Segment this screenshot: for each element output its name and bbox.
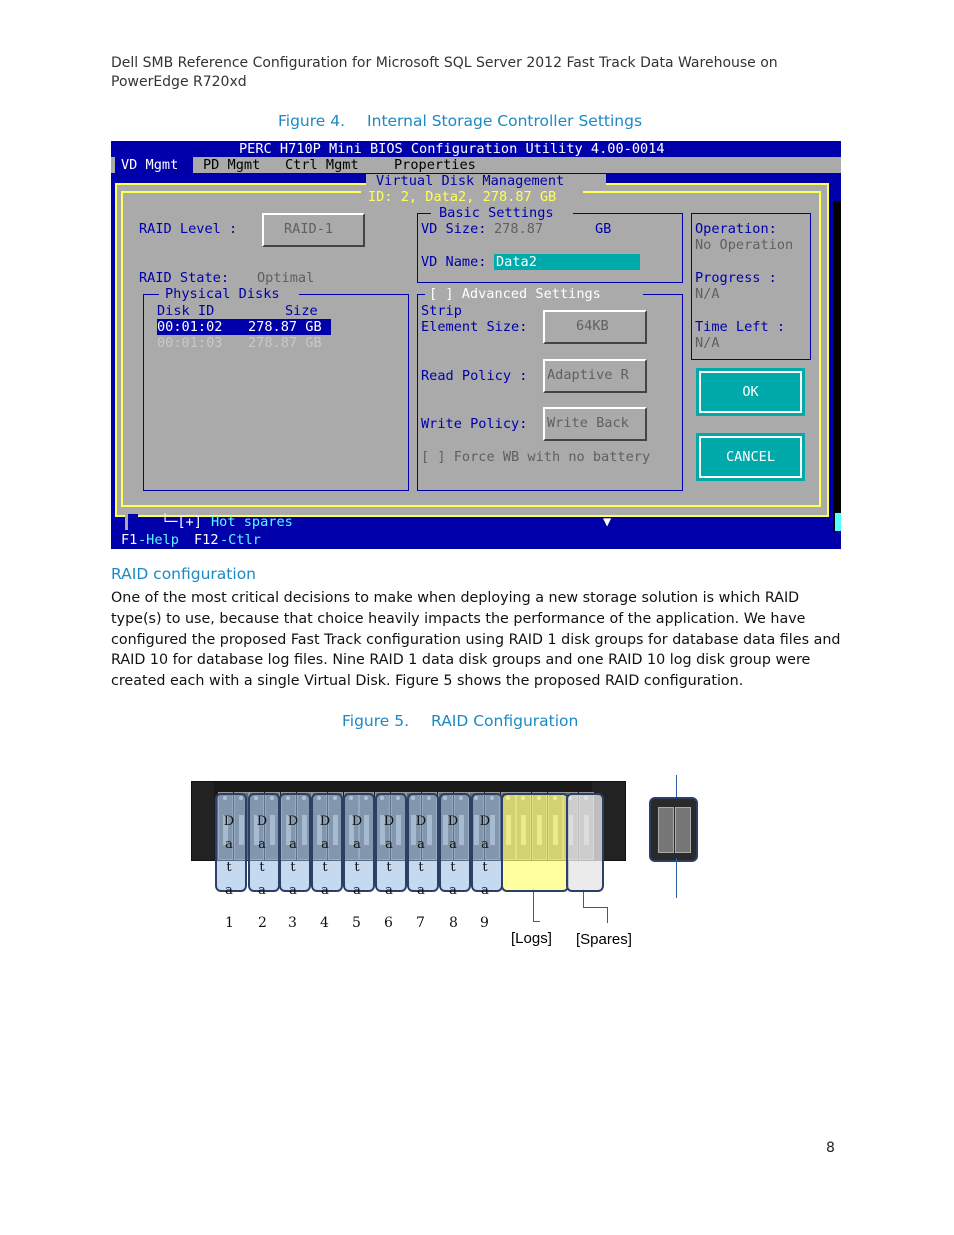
- data-group-letter: D: [287, 814, 299, 829]
- data-group-letter: t: [226, 860, 232, 875]
- menu-ctrl-mgmt[interactable]: Ctrl Mgmt: [285, 157, 359, 173]
- data-group-letter: D: [319, 814, 331, 829]
- tree-expand-icon[interactable]: └─[+]: [161, 514, 202, 530]
- window-subtitle: ID: 2, Data2, 278.87 GB: [368, 189, 557, 205]
- scroll-down-icon[interactable]: ▼: [603, 514, 612, 530]
- data-group-letter: D: [351, 814, 363, 829]
- disk-row-1-id[interactable]: 00:01:02: [157, 319, 223, 335]
- logs-label: [Logs]: [511, 930, 552, 947]
- data-group-letter: a: [258, 837, 266, 852]
- data-group-letter: a: [321, 883, 329, 898]
- vd-name-value: Data2: [496, 254, 537, 270]
- footer-f12-text: -Ctlr: [220, 532, 261, 548]
- running-header: [111, 54, 831, 92]
- rear-drive-2: [675, 807, 691, 853]
- section-title: RAID configuration: [111, 565, 256, 583]
- data-group-letter: a: [417, 883, 425, 898]
- rear-cage-line-bottom: [676, 858, 677, 898]
- basic-settings-title: Basic Settings: [439, 205, 554, 221]
- data-group-letter: D: [447, 814, 459, 829]
- data-group-letter: t: [290, 860, 296, 875]
- rear-cage-line-top: [676, 775, 677, 797]
- data-group-letter: D: [383, 814, 395, 829]
- raid-state-label: RAID State:: [139, 270, 230, 286]
- time-left-label: Time Left :: [695, 319, 786, 335]
- data-group-letter: a: [225, 837, 233, 852]
- disk-row-2-id[interactable]: 00:01:03: [157, 335, 223, 351]
- data-group-letter: D: [479, 814, 491, 829]
- menu-properties[interactable]: Properties: [394, 157, 476, 173]
- window-title: Virtual Disk Management: [376, 173, 565, 189]
- spares-disk-group: [566, 793, 604, 892]
- operation-value: No Operation: [695, 237, 794, 253]
- data-group-letter: a: [481, 883, 489, 898]
- data-group-letter: a: [449, 837, 457, 852]
- logs-disk-group: [501, 793, 569, 892]
- server-control-panel: [192, 782, 214, 860]
- figure-4-title: Internal Storage Controller Settings: [367, 112, 643, 130]
- figure-5-number: Figure 5.: [342, 712, 410, 730]
- progress-value: N/A: [695, 286, 720, 302]
- raid-level-label: RAID Level :: [139, 221, 238, 237]
- data-group-letter: a: [321, 837, 329, 852]
- bios-title: PERC H710P Mini BIOS Configuration Utility 4.00-0014: [239, 141, 665, 157]
- data-group-number: 2: [258, 915, 267, 931]
- data-group-number: 4: [320, 915, 329, 931]
- vd-size-value[interactable]: 278.87: [494, 221, 544, 237]
- data-group-letter: a: [225, 883, 233, 898]
- figure-5-caption: [342, 712, 578, 730]
- data-group-number: 8: [449, 915, 458, 931]
- data-group-number: 6: [384, 915, 393, 931]
- data-group-letter: a: [449, 883, 457, 898]
- spares-bracket-drop: [607, 907, 608, 923]
- figure-4-number: Figure 4.: [278, 112, 346, 130]
- footer-f1-text: -Help: [138, 532, 179, 548]
- data-group-number: 9: [480, 915, 489, 931]
- write-policy-label: Write Policy:: [421, 416, 528, 432]
- bios-right-edge: [833, 201, 841, 531]
- figure-4-caption: [278, 112, 642, 130]
- body-paragraph: One of the most critical decisions to make when deploying a new storage solution is which RAID type(s) to use, because that choice heavily impacts the performance of the application. We have configured the proposed Fast Track configuration using RAID 1 disk groups for database data files and RAID 10 for database log files. Nine RAID 1 data disk groups and one RAID 10 log disk group were created each with a single Virtual Disk. Figure 5 shows the proposed RAID configuration.: [111, 590, 841, 690]
- data-group-letter: t: [418, 860, 424, 875]
- data-group-letter: a: [385, 883, 393, 898]
- disk-row-1-size[interactable]: 278.87 GB: [248, 319, 322, 335]
- data-group-number: 3: [288, 915, 297, 931]
- data-group-letter: a: [353, 883, 361, 898]
- bios-screenshot: [111, 141, 841, 549]
- ok-button[interactable]: [696, 368, 805, 416]
- strip-size-value: 64KB: [576, 318, 609, 334]
- cancel-button-label: CANCEL: [699, 436, 802, 478]
- rear-drive-1: [658, 807, 674, 853]
- data-group-letter: a: [417, 837, 425, 852]
- read-policy-field[interactable]: [543, 359, 647, 393]
- data-group-letter: a: [289, 883, 297, 898]
- spares-label: [Spares]: [576, 931, 632, 948]
- write-policy-field[interactable]: [543, 407, 647, 441]
- menu-vd-mgmt[interactable]: VD Mgmt: [121, 157, 179, 173]
- data-group-letter: t: [482, 860, 488, 875]
- raid-state-value: Optimal: [257, 270, 315, 286]
- disk-row-2-size[interactable]: 278.87 GB: [248, 335, 322, 351]
- data-group-letter: D: [256, 814, 268, 829]
- cancel-button[interactable]: [696, 433, 805, 481]
- col-disk-id: Disk ID: [157, 303, 215, 319]
- data-group-letter: D: [223, 814, 235, 829]
- data-group-letter: a: [353, 837, 361, 852]
- rear-drive-cage: [649, 797, 698, 862]
- bios-menu-bar: [111, 157, 841, 173]
- strip-label-2: Element Size:: [421, 319, 528, 335]
- data-group-number: 5: [352, 915, 361, 931]
- data-group-letter: a: [258, 883, 266, 898]
- read-policy-value: Adaptive R: [547, 367, 629, 383]
- bios-footer: [111, 531, 841, 549]
- header-line-1: Dell SMB Reference Configuration for Microsoft SQL Server 2012 Fast Track Data Warehouse on: [111, 55, 778, 71]
- data-group-letter: a: [385, 837, 393, 852]
- data-group-letter: D: [415, 814, 427, 829]
- vd-name-label: VD Name:: [421, 254, 487, 270]
- raid-level-field[interactable]: [262, 213, 365, 247]
- footer-f1-key: F1: [121, 532, 138, 548]
- data-group-letter: t: [386, 860, 392, 875]
- strip-size-field[interactable]: [543, 310, 647, 344]
- strip-label-1: Strip: [421, 303, 462, 319]
- data-group-letter: a: [481, 837, 489, 852]
- data-group-letter: t: [354, 860, 360, 875]
- progress-label: Progress :: [695, 270, 777, 286]
- time-left-value: N/A: [695, 335, 720, 351]
- data-group-letter: t: [259, 860, 265, 875]
- bios-title-bar: [111, 141, 841, 157]
- header-line-2: PowerEdge R720xd: [111, 74, 247, 90]
- operation-label: Operation:: [695, 221, 777, 237]
- vd-name-input[interactable]: [494, 254, 640, 270]
- menu-pd-mgmt[interactable]: PD Mgmt: [203, 157, 261, 173]
- data-group-letter: a: [289, 837, 297, 852]
- data-group-letter: t: [322, 860, 328, 875]
- read-policy-label: Read Policy :: [421, 368, 528, 384]
- page-number: 8: [826, 1140, 835, 1156]
- col-size: Size: [285, 303, 318, 319]
- logs-bracket: [533, 889, 540, 922]
- ok-button-label: OK: [699, 371, 802, 413]
- vd-size-unit: GB: [595, 221, 612, 237]
- force-wb-checkbox[interactable]: [ ] Force WB with no battery: [421, 449, 651, 465]
- footer-f12-key: F12: [194, 532, 219, 548]
- data-group-letter: t: [450, 860, 456, 875]
- raid-level-value: RAID-1: [284, 221, 334, 237]
- tree-rail: [125, 514, 138, 530]
- advanced-settings-title[interactable]: [ ] Advanced Settings: [429, 286, 601, 302]
- vd-size-label: VD Size:: [421, 221, 487, 237]
- write-policy-value: Write Back: [547, 415, 629, 431]
- physical-disks-title: Physical Disks: [165, 286, 280, 302]
- data-group-number: 7: [416, 915, 425, 931]
- figure-5-title: RAID Configuration: [431, 712, 579, 730]
- hot-spares-node[interactable]: Hot spares: [211, 514, 293, 530]
- data-group-number: 1: [225, 915, 234, 931]
